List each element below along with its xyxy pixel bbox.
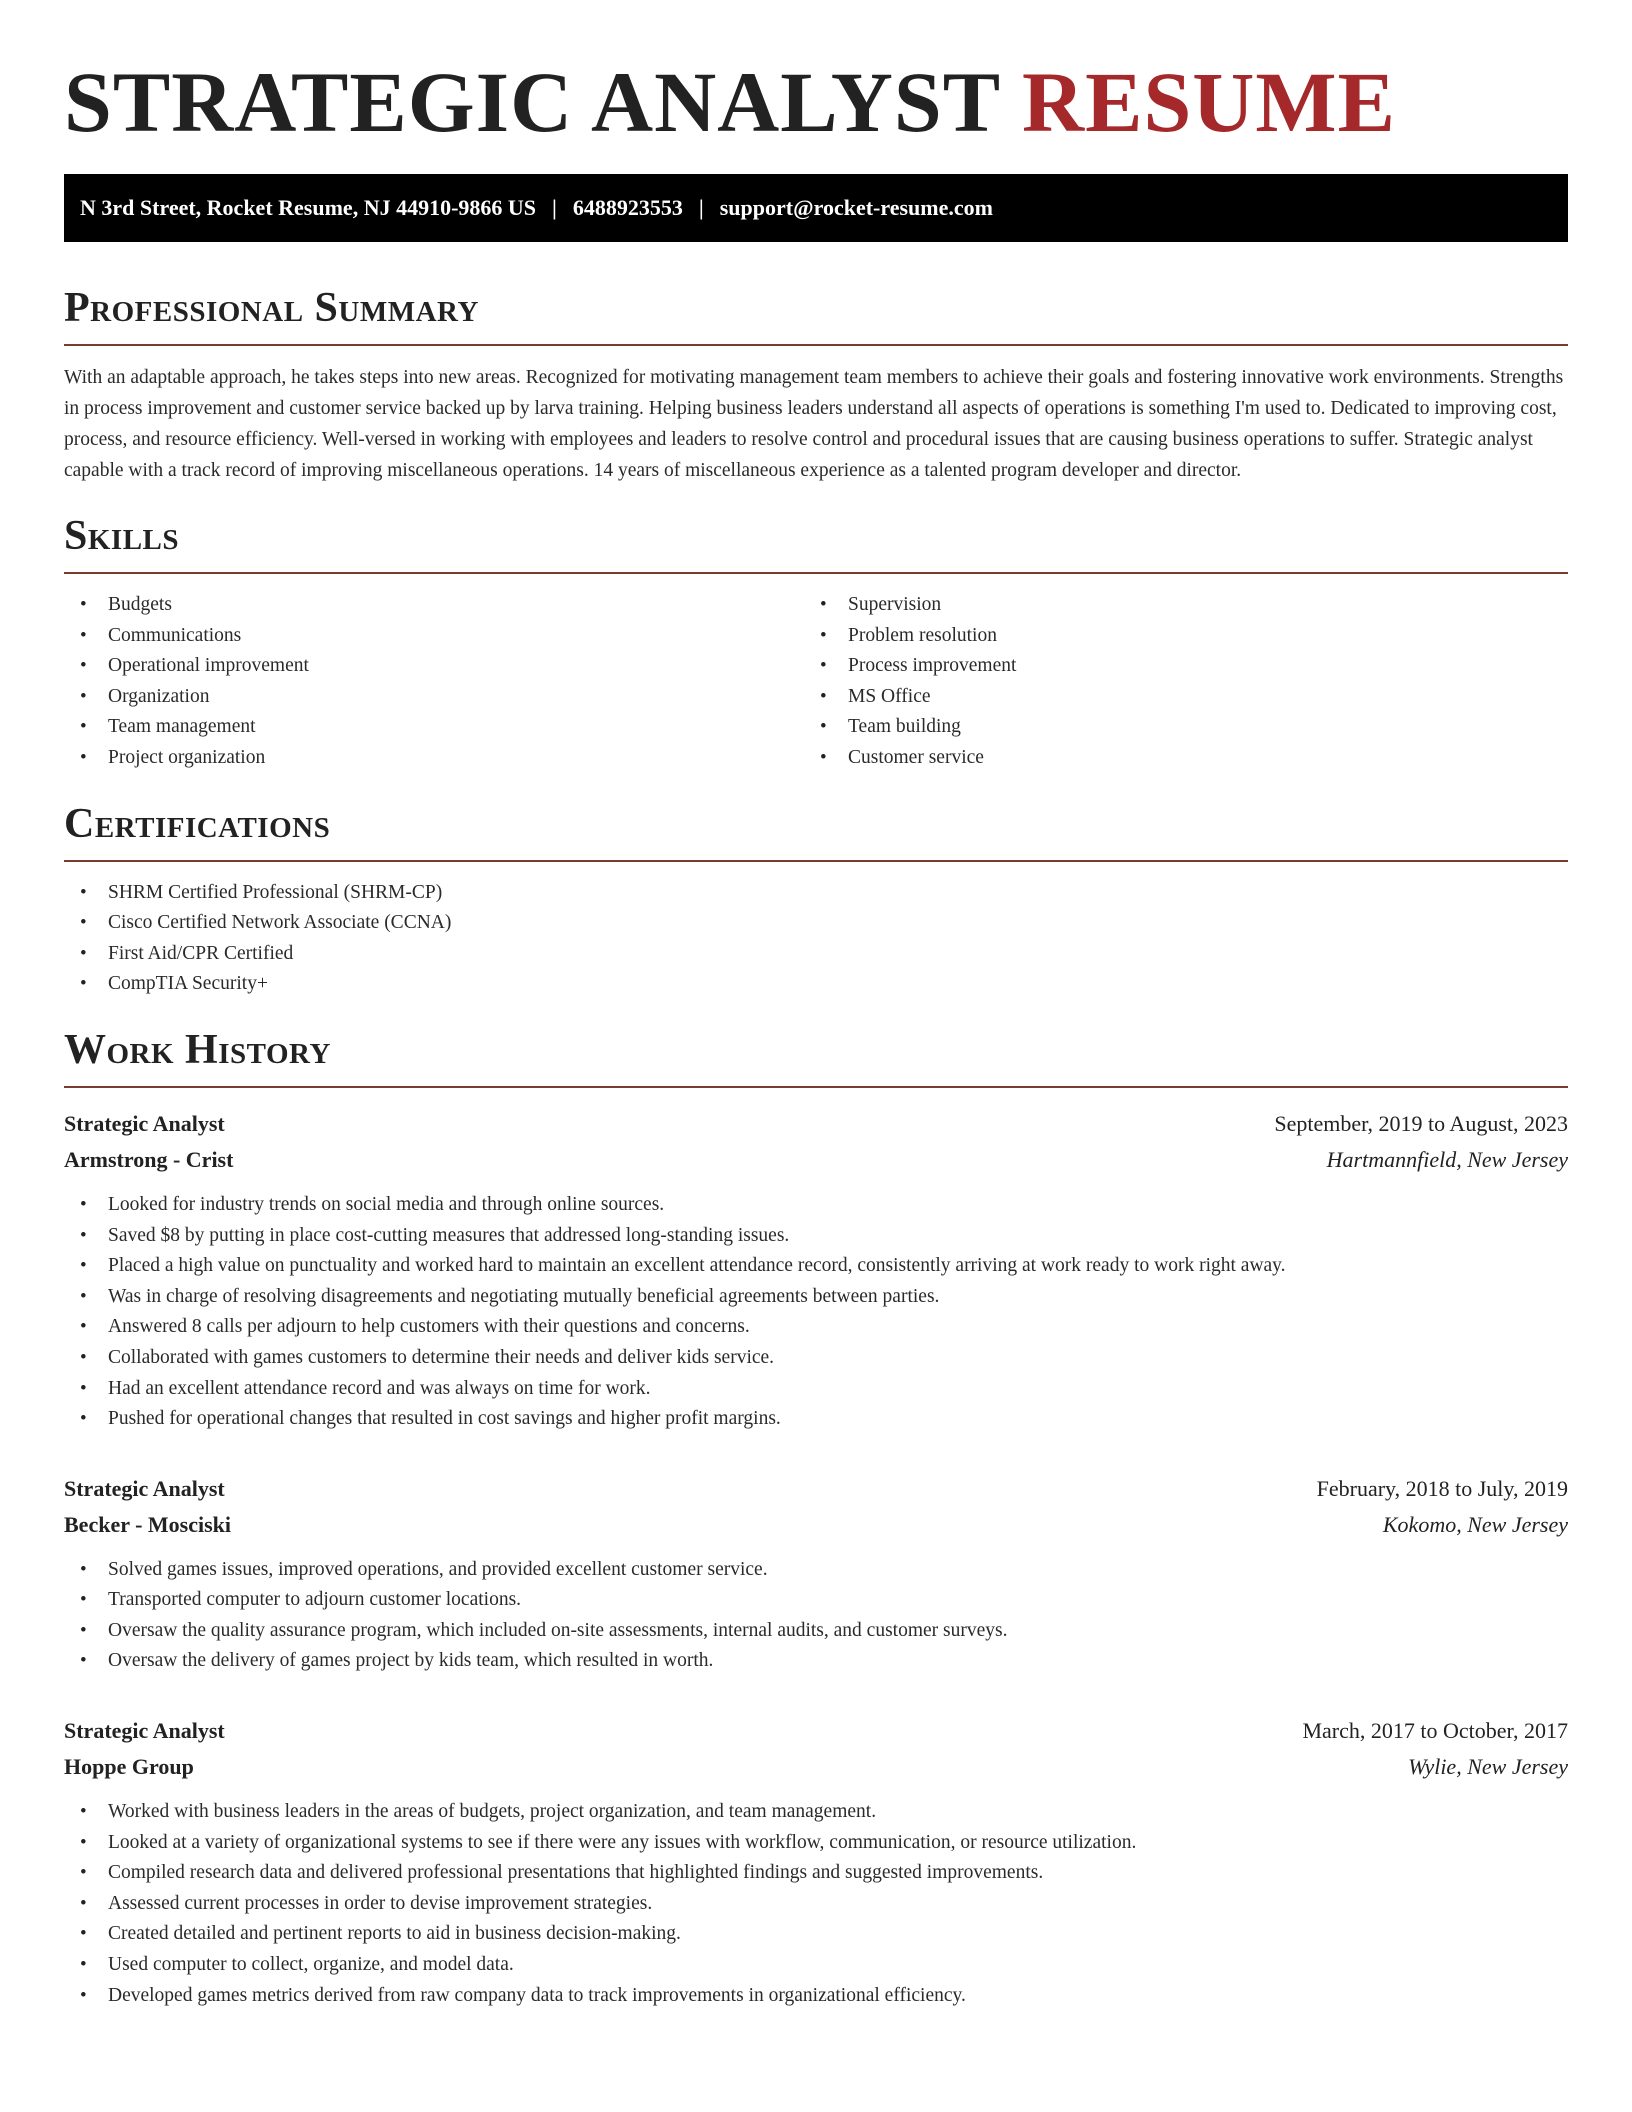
list-item: • Oversaw the delivery of games project by kids team, which resulted in worth. (64, 1646, 1568, 1677)
job-company-row (64, 1142, 1568, 1178)
list-item: • CompTIA Security+ (64, 969, 1568, 1000)
work-history-section (64, 1026, 1568, 2011)
job-entry (64, 1713, 1568, 2011)
section-heading-work-history: Work History (64, 1026, 1568, 1088)
skills-list-left (64, 590, 804, 774)
title-main: STRATEGIC ANALYST (64, 54, 1000, 150)
list-item: • Had an excellent attendance record and was always on time for work. (64, 1374, 1568, 1405)
list-item: • Operational improvement (64, 651, 804, 682)
job-title: Strategic Analyst (64, 1718, 225, 1744)
skills-grid (64, 590, 1568, 774)
list-item: • Communications (64, 621, 804, 652)
list-item: • Problem resolution (804, 621, 1544, 652)
list-item: • Created detailed and pertinent reports to aid in business decision-making. (64, 1919, 1568, 1950)
list-item: • First Aid/CPR Certified (64, 939, 1568, 970)
contact-separator: | (698, 195, 704, 220)
list-item: • Used computer to collect, organize, and model data. (64, 1950, 1568, 1981)
list-item: • Collaborated with games customers to determine their needs and deliver kids service. (64, 1343, 1568, 1374)
job-header-row (64, 1471, 1568, 1507)
job-bullets (64, 1555, 1568, 1677)
job-bullets (64, 1190, 1568, 1435)
list-item: • Team management (64, 712, 804, 743)
job-company: Hoppe Group (64, 1754, 194, 1780)
section-heading-skills: Skills (64, 512, 1568, 574)
list-item: • Placed a high value on punctuality and worked hard to maintain an excellent attendance record, consistently arriving at work ready to work right away. (64, 1251, 1568, 1282)
certifications-section (64, 800, 1568, 1000)
list-item: • Worked with business leaders in the areas of budgets, project organization, and team management. (64, 1797, 1568, 1828)
contact-email[interactable]: support@rocket-resume.com (719, 195, 993, 220)
job-title: Strategic Analyst (64, 1110, 225, 1136)
skills-list-right (804, 590, 1544, 774)
contact-address: N 3rd Street, Rocket Resume, NJ 44910-9866 US (80, 195, 537, 220)
summary-text: With an adaptable approach, he takes steps into new areas. Recognized for motivating management team members to achieve their goals and fostering innovative work environments. Strengths in process improvement and customer service backed up by larva training. Helping business leaders understand all aspects of operations is something I'm used to. Dedicated to improving cost, process, and resource efficiency. Well-versed in working with employees and leaders to resolve control and procedural issues that are causing business operations to suffer. Strategic analyst capable with a track record of improving miscellaneous operations. 14 years of miscellaneous experience as a talented program developer and director. (64, 367, 1564, 481)
certifications-list (64, 878, 1568, 1000)
job-company: Armstrong - Crist (64, 1146, 234, 1172)
skills-section (64, 512, 1568, 774)
job-header-row (64, 1106, 1568, 1142)
job-dates: February, 2018 to July, 2019 (1316, 1475, 1568, 1501)
list-item: • Looked for industry trends on social media and through online sources. (64, 1190, 1568, 1221)
job-dates: March, 2017 to October, 2017 (1302, 1718, 1568, 1744)
job-company-row (64, 1749, 1568, 1785)
title-accent: RESUME (1022, 54, 1396, 150)
contact-separator: | (552, 195, 557, 220)
list-item: • Oversaw the quality assurance program, which included on-site assessments, internal audits, and customer surveys. (64, 1616, 1568, 1647)
list-item: • Pushed for operational changes that resulted in cost savings and higher profit margins. (64, 1404, 1568, 1435)
list-item: • MS Office (804, 682, 1544, 713)
job-header-row (64, 1713, 1568, 1749)
list-item: • Assessed current processes in order to devise improvement strategies. (64, 1889, 1568, 1920)
list-item: • Answered 8 calls per adjourn to help customers with their questions and concerns. (64, 1312, 1568, 1343)
professional-summary-section (64, 284, 1568, 486)
list-item: • Saved $8 by putting in place cost-cutting measures that addressed long-standing issues. (64, 1221, 1568, 1252)
list-item: • Looked at a variety of organizational systems to see if there were any issues with workflow, communication, or resource utilization. (64, 1828, 1568, 1859)
list-item: • Supervision (804, 590, 1544, 621)
section-heading-summary: Professional Summary (64, 284, 1568, 346)
job-company: Becker - Mosciski (64, 1511, 232, 1537)
job-title: Strategic Analyst (64, 1475, 225, 1501)
list-item: • Organization (64, 682, 804, 713)
list-item: • Cisco Certified Network Associate (CCNA) (64, 908, 1568, 939)
job-location: Hartmannfield, New Jersey (1326, 1146, 1568, 1172)
job-location: Kokomo, New Jersey (1382, 1511, 1568, 1537)
job-bullets (64, 1797, 1568, 2011)
section-heading-certifications: Certifications (64, 800, 1568, 862)
job-location: Wylie, New Jersey (1408, 1754, 1568, 1780)
list-item: • Customer service (804, 743, 1544, 774)
list-item: • Transported computer to adjourn customer locations. (64, 1585, 1568, 1616)
resume-title (64, 52, 1568, 152)
list-item: • Was in charge of resolving disagreements and negotiating mutually beneficial agreements between parties. (64, 1282, 1568, 1313)
contact-phone[interactable]: 6488923553 (572, 195, 683, 220)
jobs-list (64, 1106, 1568, 2011)
list-item: • Developed games metrics derived from raw company data to track improvements in organizational efficiency. (64, 1981, 1568, 2012)
list-item: • Budgets (64, 590, 804, 621)
list-item: • Project organization (64, 743, 804, 774)
job-company-row (64, 1507, 1568, 1543)
list-item: • Solved games issues, improved operations, and provided excellent customer service. (64, 1555, 1568, 1586)
list-item: • Compiled research data and delivered professional presentations that highlighted findings and suggested improvements. (64, 1858, 1568, 1889)
list-item: • Team building (804, 712, 1544, 743)
contact-bar (64, 174, 1568, 242)
list-item: • Process improvement (804, 651, 1544, 682)
job-entry (64, 1106, 1568, 1435)
job-entry (64, 1471, 1568, 1677)
job-dates: September, 2019 to August, 2023 (1274, 1110, 1568, 1136)
list-item: • SHRM Certified Professional (SHRM-CP) (64, 878, 1568, 909)
